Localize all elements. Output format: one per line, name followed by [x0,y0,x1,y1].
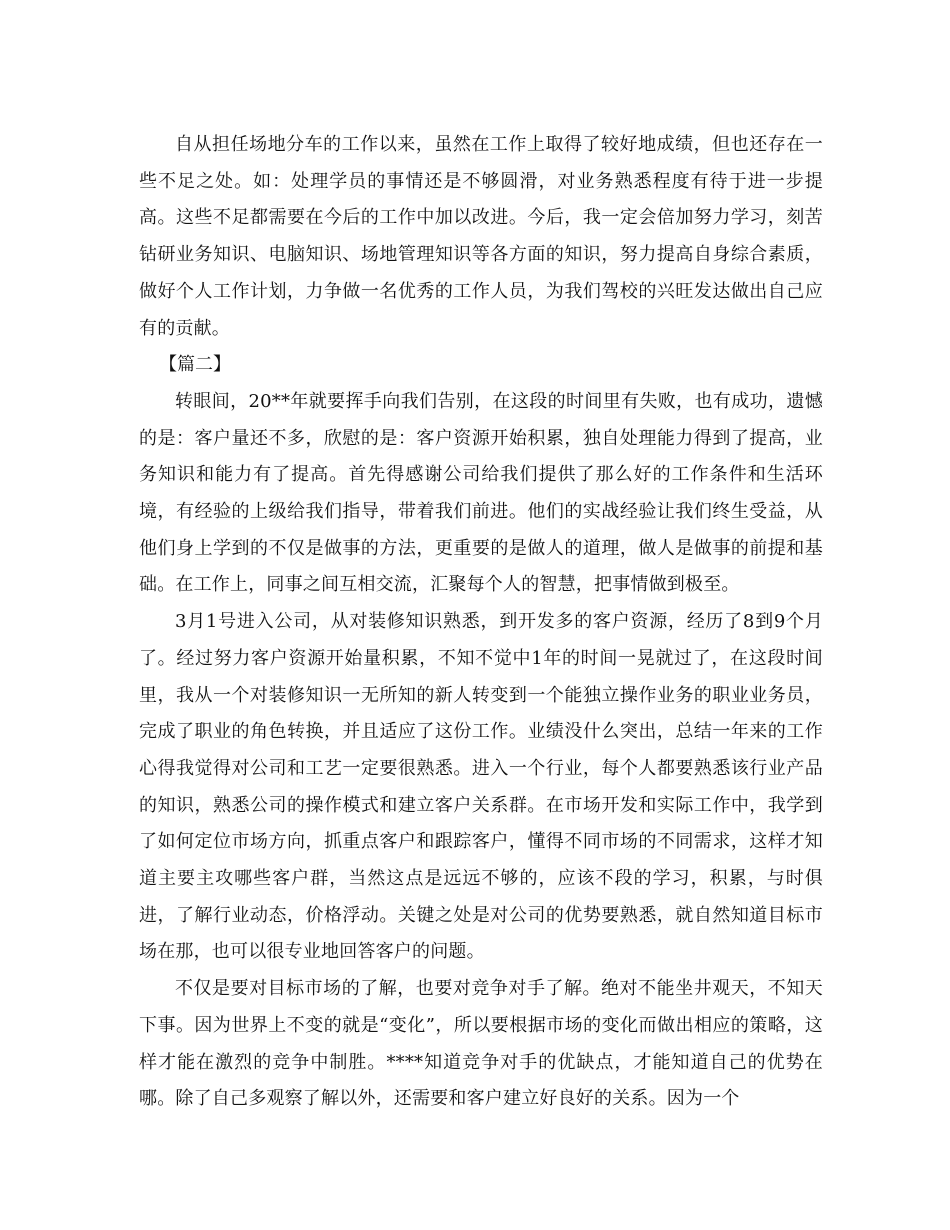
paragraph-4: 不仅是要对目标市场的了解，也要对竞争对手了解。绝对不能坐井观天，不知天下事。因为世界上不变的就是“变化”，所以要根据市场的变化而做出相应的策略，这样才能在激烈的竞争中制胜。****知道竞争对手的优缺点，才能知道自己的优势在哪。除了自己多观察了解以外，还需要和客户建立好良好的关系。因为一个 [139,978,823,1110]
paragraph-2: 转眼间，20**年就要挥手向我们告别，在这段的时间里有失败，也有成功，遗憾的是：客户量还不多，欣慰的是：客户资源开始积累，独自处理能力得到了提高，业务知识和能力有了提高。首先得感谢公司给我们提供了那么好的工作条件和生活环境，有经验的上级给我们指导，带着我们前进。他们的实战经验让我们终生受益，从他们身上学到的不仅是做事的方法，更重要的是做人的道理，做人是做事的前提和基础。在工作上，同事之间互相交流，汇聚每个人的智慧，把事情做到极至。 [139,390,823,596]
paragraph-3: 3月1号进入公司，从对装修知识熟悉，到开发多的客户资源，经历了8到9个月了。经过努力客户资源开始量积累，不知不觉中1年的时间一晃就过了，在这段时间里，我从一个对装修知识一无所知的新人转变到一个能独立操作业务的职业业务员，完成了职业的角色转换，并且适应了这份工作。业绩没什么突出，总结一年来的工作心得我觉得对公司和工艺一定要很熟悉。进入一个行业，每个人都要熟悉该行业产品的知识，熟悉公司的操作模式和建立客户关系群。在市场开发和实际工作中，我学到了如何定位市场方向，抓重点客户和跟踪客户，懂得不同市场的不同需求，这样才知道主要主攻哪些客户群，当然这点是远远不够的，应该不段的学习，积累，与时俱进，了解行业动态，价格浮动。关键之处是对公司的优势要熟悉，就自然知道目标市场在那，也可以很专业地回答客户的问题。 [139,611,823,963]
section-heading: 【篇二】 [159,354,231,376]
document-page [139,127,823,1118]
paragraph-1: 自从担任场地分车的工作以来，虽然在工作上取得了较好地成绩，但也还存在一些不足之处。如：处理学员的事情还是不够圆滑，对业务熟悉程度有待于进一步提高。这些不足都需要在今后的工作中加以改进。今后，我一定会倍加努力学习，刻苦钻研业务知识、电脑知识、场地管理知识等各方面的知识，努力提高自身综合素质，做好个人工作计划，力争做一名优秀的工作人员，为我们驾校的兴旺发达做出自己应有的贡献。 [139,134,823,339]
